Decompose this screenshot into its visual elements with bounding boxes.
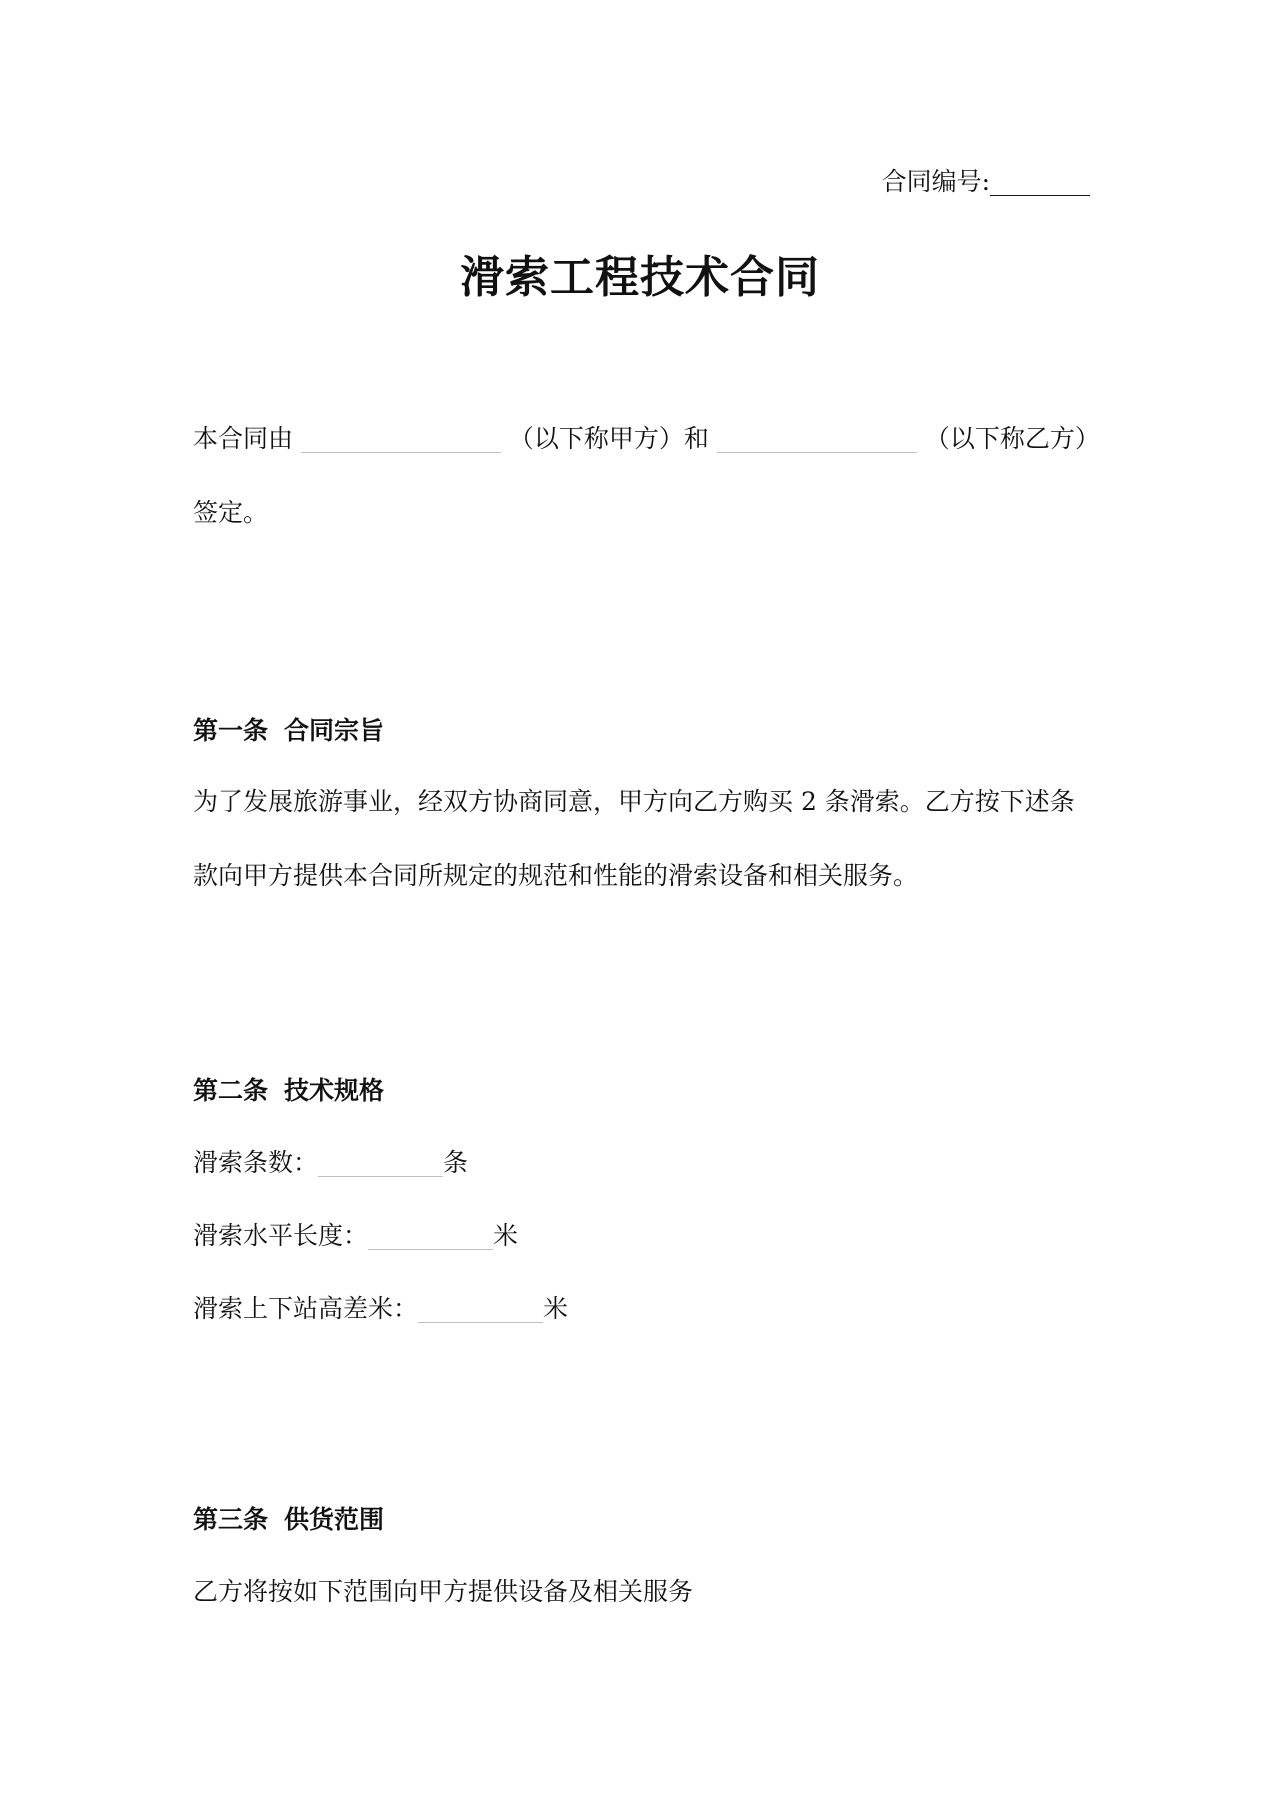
party-a-blank: ________________	[300, 424, 501, 453]
spec-unit: 米	[543, 1294, 569, 1323]
spec-blank: __________	[418, 1294, 544, 1323]
contract-number-blank: ________	[990, 167, 1090, 196]
spec-blank: __________	[318, 1148, 444, 1177]
intro-text-1: 本合同由	[193, 424, 294, 453]
intro-paragraph	[193, 402, 1093, 550]
section-1-text: 为了发展旅游事业，经双方协商同意，甲方向乙方购买 2 条滑索。乙方按下述条款向甲方提供本合同所规定的规范和性能的滑索设备和相关服务。	[193, 787, 1075, 890]
spec-label: 滑索水平长度：	[193, 1221, 369, 1250]
spec-blank: __________	[368, 1221, 494, 1250]
spec-label: 滑索上下站高差米：	[193, 1294, 419, 1323]
section-2-number: 第二条	[193, 1076, 269, 1105]
section-2-title: 技术规格	[284, 1076, 385, 1105]
document-title: 滑索工程技术合同	[460, 252, 820, 303]
contract-number-label: 合同编号:	[881, 167, 990, 196]
section-2-heading	[193, 1071, 384, 1111]
spec-item-count	[193, 1143, 468, 1183]
section-1-number: 第一条	[193, 716, 269, 745]
spec-unit: 条	[443, 1148, 469, 1177]
spec-unit: 米	[493, 1221, 519, 1250]
section-3-text: 乙方将按如下范围向甲方提供设备及相关服务	[193, 1577, 694, 1606]
section-3-heading	[193, 1500, 384, 1540]
section-3-number: 第三条	[193, 1505, 269, 1534]
spec-label: 滑索条数：	[193, 1148, 319, 1177]
spec-item-height	[193, 1289, 568, 1329]
section-1-title: 合同宗旨	[284, 716, 385, 745]
intro-text-3: （以下称乙方）签定。	[193, 424, 1088, 527]
section-3-title: 供货范围	[284, 1505, 385, 1534]
intro-text-2: （以下称甲方）和	[508, 424, 709, 453]
contract-number	[882, 162, 1090, 202]
spec-item-length	[193, 1216, 518, 1256]
party-b-blank: ________________	[716, 424, 917, 453]
section-1-heading	[193, 711, 384, 751]
